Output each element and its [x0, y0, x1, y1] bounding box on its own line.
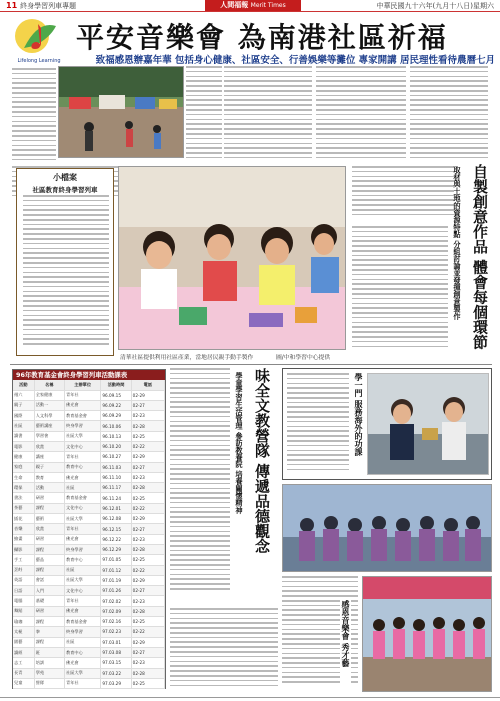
table-cell: 02-25: [131, 678, 164, 688]
info-sidebar-box: [16, 168, 114, 356]
table-cell: 96.11.17: [101, 483, 131, 493]
table-cell: 課程: [34, 503, 64, 513]
schedule-table: [12, 369, 166, 689]
table-cell: 志工: [13, 658, 34, 668]
article-column-2: [224, 66, 312, 162]
table-cell: 02-22: [131, 627, 164, 637]
table-cell: 繪畫: [13, 534, 34, 544]
table-cell: 太極: [13, 627, 34, 637]
table-cell: 02-23: [131, 472, 164, 482]
table-cell: 班: [34, 647, 64, 657]
table-header: 活動時間: [101, 380, 131, 390]
table-cell: 97.03.22: [101, 668, 131, 678]
table-cell: 終身學習: [65, 544, 101, 554]
table-cell: 青年社: [65, 524, 101, 534]
table-cell: 02-29: [131, 575, 164, 585]
table-cell: 社區: [65, 637, 101, 647]
table-header: 名稱: [34, 380, 64, 390]
table-cell: 96.09.15: [101, 390, 131, 400]
lifelong-learning-logo: [10, 16, 68, 66]
table-row: [13, 544, 165, 554]
table-header: 電話: [131, 380, 164, 390]
table-cell: 親子: [13, 400, 34, 410]
table-row: [13, 658, 165, 668]
table-cell: 兒童: [13, 678, 34, 688]
article-column-4: [410, 66, 488, 162]
table-cell: 手工: [13, 555, 34, 565]
camp-text-column-2: [170, 608, 278, 692]
table-cell: 藝術: [34, 514, 64, 524]
table-cell: 佛光會: [65, 400, 101, 410]
table-cell: 讀書: [13, 431, 34, 441]
table-cell: 96.12.22: [101, 534, 131, 544]
table-cell: 終身學習: [65, 627, 101, 637]
table-cell: 96.11.10: [101, 472, 131, 482]
table-cell: 課程: [34, 637, 64, 647]
table-row: [13, 514, 165, 524]
table-cell: 97.03.15: [101, 658, 131, 668]
table-cell: 02-25: [131, 617, 164, 627]
children-photo-caption: 清華社區提供利用社區產業，當地居民親手動手製作: [120, 355, 254, 361]
children-craft-photo: [118, 166, 346, 350]
table-row: [13, 421, 165, 431]
table-cell: 營隊: [34, 678, 64, 688]
table-row: [13, 524, 165, 534]
table-cell: 攝影: [13, 544, 34, 554]
table-cell: 園藝: [13, 637, 34, 647]
award-photo: [367, 373, 489, 475]
table-cell: 02-28: [131, 483, 164, 493]
table-row: [13, 668, 165, 678]
table-cell: 課程: [34, 544, 64, 554]
page-footer-rule: [0, 697, 500, 698]
table-cell: 97.01.19: [101, 575, 131, 585]
table-cell: 02-22: [131, 565, 164, 575]
table-cell: 96.10.27: [101, 452, 131, 462]
table-cell: 欣賞: [34, 524, 64, 534]
table-cell: 書法: [13, 493, 34, 503]
graduation-photo: [282, 484, 492, 572]
table-cell: 社區大學: [65, 668, 101, 678]
table-row: [13, 472, 165, 482]
table-cell: 長青: [13, 668, 34, 678]
table-cell: 研習: [34, 493, 64, 503]
table-row: [13, 586, 165, 596]
table-cell: 青年社: [65, 678, 101, 688]
table-cell: 文化中心: [65, 503, 101, 513]
table-cell: 97.03.01: [101, 637, 131, 647]
table-cell: 會話: [34, 575, 64, 585]
issue-date: 中華民國九十六年(九月十八日)星期六: [376, 2, 494, 10]
table-cell: 社區大學: [65, 431, 101, 441]
table-cell: 教育中心: [65, 647, 101, 657]
table-row: [13, 462, 165, 472]
table-row: [13, 411, 165, 421]
table-cell: 02-27: [131, 524, 164, 534]
table-cell: 97.03.08: [101, 647, 131, 657]
section-divider: [10, 364, 492, 365]
table-cell: 基礎: [34, 596, 64, 606]
table-cell: 活動一: [34, 400, 64, 410]
brand-name: 人間福報: [220, 1, 249, 9]
table-cell: 97.01.12: [101, 565, 131, 575]
table-cell: 社區: [65, 565, 101, 575]
table-cell: 96.10.06: [101, 421, 131, 431]
feature-text-lower: [352, 226, 448, 356]
table-row: [13, 606, 165, 616]
table-row: [13, 493, 165, 503]
schedule-table-body: [13, 390, 165, 689]
feature-headline: 自製創意作品 體會每個環節: [471, 164, 489, 350]
section-label: [6, 1, 76, 11]
table-cell: 佛光會: [65, 606, 101, 616]
camp-text-column-1: [170, 368, 230, 604]
masthead: [0, 0, 500, 12]
concert-headline: 感恩音樂會 秀才藝: [340, 600, 351, 690]
info-box-heading: 社區教育終身學習列車: [32, 186, 98, 194]
table-cell: 欣賞: [34, 441, 64, 451]
table-cell: 拳: [34, 627, 64, 637]
feature-subheadline: 取材與土地的資源特點 分組討論並發揮創意製作: [453, 166, 462, 320]
page-number: 11: [6, 1, 18, 10]
camp-headline: 味全文教營隊 傳遞品德觀念: [253, 368, 271, 554]
award-box: [282, 368, 492, 480]
table-cell: 環保: [13, 483, 34, 493]
table-cell: 電影: [13, 441, 34, 451]
table-cell: 97.01.26: [101, 586, 131, 596]
table-cell: 96.09.22: [101, 400, 131, 410]
table-cell: 96.10.13: [101, 431, 131, 441]
article-column-3: [316, 66, 406, 162]
table-row: [13, 617, 165, 627]
table-cell: 培訓: [34, 658, 64, 668]
svg-text:Lifelong Learning: Lifelong Learning: [17, 58, 61, 64]
table-cell: 插花: [13, 514, 34, 524]
table-cell: 研習: [34, 606, 64, 616]
table-header: 主辦單位: [65, 380, 101, 390]
article-column-1: [186, 66, 222, 162]
table-cell: 學苑: [34, 668, 64, 678]
table-row: [13, 400, 165, 410]
brand-banner: [205, 0, 301, 11]
table-cell: 社區大學: [65, 514, 101, 524]
table-cell: 02-29: [131, 637, 164, 647]
table-cell: 02-23: [131, 596, 164, 606]
table-cell: 舞蹈: [13, 606, 34, 616]
children-photo-credit: 圖/中和學習中心提供: [276, 355, 331, 361]
table-cell: 課程: [34, 617, 64, 627]
table-cell: 02-28: [131, 421, 164, 431]
brand-name-en: Merit Times: [250, 2, 286, 9]
table-cell: 02-27: [131, 400, 164, 410]
table-cell: 97.01.05: [101, 555, 131, 565]
table-row: [13, 452, 165, 462]
table-cell: 02-28: [131, 544, 164, 554]
table-cell: 青年社: [65, 390, 101, 400]
table-cell: 教育: [34, 472, 64, 482]
table-cell: 02-25: [131, 555, 164, 565]
table-cell: 文化中心: [65, 441, 101, 451]
table-cell: 02-23: [131, 658, 164, 668]
table-cell: 教育基金會: [65, 617, 101, 627]
table-cell: 96.12.01: [101, 503, 131, 513]
table-cell: 96.12.15: [101, 524, 131, 534]
table-cell: 音樂: [13, 524, 34, 534]
table-row: [13, 555, 165, 565]
table-cell: 02-28: [131, 668, 164, 678]
table-cell: 青年社: [65, 596, 101, 606]
table-row: [13, 503, 165, 513]
table-cell: 02-25: [131, 493, 164, 503]
table-cell: 健康: [13, 452, 34, 462]
table-cell: 02-27: [131, 647, 164, 657]
table-cell: 教育中心: [65, 462, 101, 472]
table-cell: 讀經: [13, 647, 34, 657]
table-cell: 國際: [13, 411, 34, 421]
concert-photo: [58, 66, 184, 158]
table-cell: 社區: [65, 483, 101, 493]
table-cell: 藝術講座: [34, 421, 64, 431]
table-cell: 佛光會: [65, 658, 101, 668]
table-row: [13, 441, 165, 451]
table-cell: 02-29: [131, 514, 164, 524]
table-cell: 家庭: [13, 462, 34, 472]
table-cell: 02-22: [131, 503, 164, 513]
table-cell: 週六: [13, 390, 34, 400]
award-headline: 學一門 服務海外的功課: [354, 373, 363, 456]
table-cell: 活動: [34, 483, 64, 493]
table-cell: 藝品: [34, 555, 64, 565]
table-cell: 烹飪: [13, 565, 34, 575]
table-row: [13, 627, 165, 637]
music-note-icon: [10, 16, 68, 66]
table-cell: 96.11.24: [101, 493, 131, 503]
table-cell: 02-27: [131, 462, 164, 472]
table-cell: 97.02.02: [101, 596, 131, 606]
table-cell: 96.10.20: [101, 441, 131, 451]
table-cell: 青年社: [65, 452, 101, 462]
table-cell: 教育中心: [65, 555, 101, 565]
feature-text-top: [352, 166, 454, 222]
table-cell: 96.12.08: [101, 514, 131, 524]
table-cell: 97.02.16: [101, 617, 131, 627]
table-cell: 02-29: [131, 390, 164, 400]
table-cell: 佛光會: [65, 472, 101, 482]
table-cell: 96.09.29: [101, 411, 131, 421]
table-row: [13, 596, 165, 606]
table-cell: 文化中心: [65, 586, 101, 596]
table-cell: 02-29: [131, 452, 164, 462]
table-cell: 學習會: [34, 431, 64, 441]
table-row: [13, 390, 165, 400]
table-cell: 96.12.29: [101, 544, 131, 554]
table-cell: 課程: [34, 565, 64, 575]
table-cell: 社區大學: [65, 575, 101, 585]
table-cell: 茶藝: [13, 503, 34, 513]
table-cell: 社區: [13, 421, 34, 431]
table-cell: 講座: [34, 452, 64, 462]
table-cell: 02-23: [131, 534, 164, 544]
table-row: [13, 483, 165, 493]
table-cell: 生命: [13, 472, 34, 482]
table-row: [13, 565, 165, 575]
page-title: 平安音樂會 為南港社區祈福: [76, 21, 448, 54]
table-cell: 教育基金會: [65, 493, 101, 503]
table-cell: 02-25: [131, 431, 164, 441]
table-row: [13, 431, 165, 441]
table-cell: 教育基金會: [65, 411, 101, 421]
table-cell: 日語: [13, 586, 34, 596]
table-row: [13, 678, 165, 688]
table-cell: 02-27: [131, 586, 164, 596]
schedule-table-grid: [13, 380, 165, 689]
table-header: 活動: [13, 380, 34, 390]
table-row: [13, 647, 165, 657]
camp-subheadline: 學童學習生活管理 參訪教養院 培養關懷精神: [235, 372, 244, 514]
page-subtitle: 致福感恩辦嘉年華 包括身心健康、社區安全、行善娛樂等攤位 專家開講 居民理性看待農曆七月: [95, 55, 495, 66]
table-row: [13, 575, 165, 585]
table-cell: 佛光會: [65, 534, 101, 544]
table-cell: 人文科學: [34, 411, 64, 421]
table-row: [13, 637, 165, 647]
schedule-table-title: 96年教育基金會終身學習列車活動課表: [13, 370, 165, 380]
table-cell: 97.02.09: [101, 606, 131, 616]
table-cell: 親子: [34, 462, 64, 472]
table-cell: 97.03.29: [101, 678, 131, 688]
table-cell: 英語: [13, 575, 34, 585]
table-cell: 02-22: [131, 441, 164, 451]
table-cell: 97.02.23: [101, 627, 131, 637]
table-cell: 電腦: [13, 596, 34, 606]
table-cell: 02-28: [131, 606, 164, 616]
intro-text-left: [12, 68, 56, 164]
table-cell: 96.11.03: [101, 462, 131, 472]
thanksgiving-concert-photo: [362, 576, 492, 692]
section-name: 終身學習列車專題: [20, 2, 77, 10]
table-row: [13, 534, 165, 544]
table-cell: 瑜珈: [13, 617, 34, 627]
table-cell: 入門: [34, 586, 64, 596]
table-cell: 02-23: [131, 411, 164, 421]
table-cell: 全家健康: [34, 390, 64, 400]
table-cell: 終身學習: [65, 421, 101, 431]
table-cell: 研習: [34, 534, 64, 544]
info-box-title: 小檔案: [53, 173, 77, 182]
